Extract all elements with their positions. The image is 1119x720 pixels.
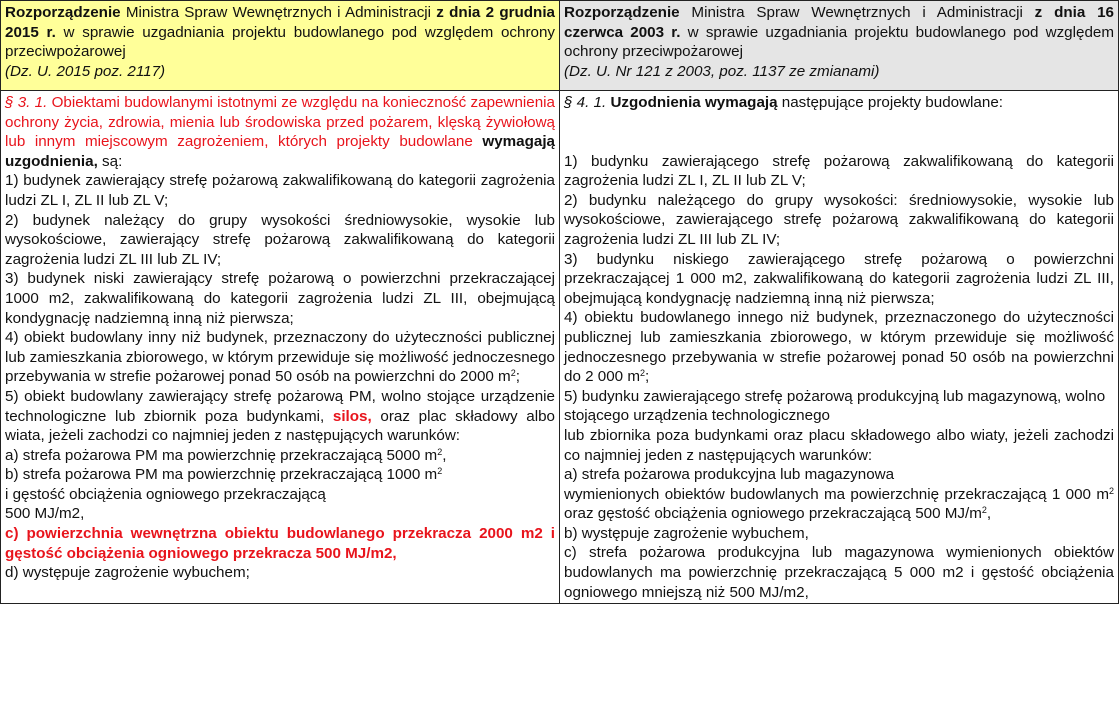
left-point-4-sup: 2 <box>510 368 516 379</box>
left-point-4-end: ; <box>515 368 520 386</box>
left-section-number: § 3. 1. <box>5 94 52 111</box>
right-cond-a-end: , <box>986 505 992 523</box>
left-cond-b <box>5 465 555 485</box>
left-cond-a-text: a) strefa pożarowa PM ma powierzchnię przekraczającą 5000 m <box>5 446 438 464</box>
right-header-subject: w sprawie uzgadniania projektu budowlanego pod względem ochrony przeciwpożarowej <box>564 23 1114 61</box>
right-header-date: z dnia 16 czerwca 2003 r. <box>564 4 1114 41</box>
left-cond-b-line2: i gęstość obciążenia ogniowego przekraczającą <box>5 485 326 503</box>
right-cond-b: b) występuje zagrożenie wybuchem, <box>564 524 809 542</box>
body-row <box>1 91 1119 604</box>
left-intro-red: Obiektami budowlanymi istotnymi ze względu na konieczność zapewnienia ochrony życia, zdrowia, mienia lub środowiska przed pożarem, klęską żywiołową lub innym miejscowym zagrożeniem, których projekty budowlane <box>5 94 555 151</box>
right-point-3: 3) budynku niskiego zawierającego strefę pożarową o powierzchni przekraczającej 1 000 m2, zakwalifikowaną do kategorii zagrożenia ludzi ZL III, obejmującą kondygnację nadziemną inną niż pierwsza; <box>564 250 1114 307</box>
left-intro-bold: wymagają uzgodnienia, <box>5 133 555 170</box>
right-point-5: 5) budynku zawierającego strefę pożarową produkcyjną lub magazynową, wolno stojącego urządzenia technologicznego <box>564 387 1106 425</box>
left-header-source: (Dz. U. 2015 poz. 2117) <box>5 62 166 80</box>
right-cond-a-sup: 2 <box>1108 485 1114 496</box>
left-intro <box>5 93 555 171</box>
left-cond-a <box>5 446 555 466</box>
right-header-source: (Dz. U. Nr 121 z 2003, poz. 1137 ze zmianami) <box>564 62 880 80</box>
left-cond-a-sup: 2 <box>437 446 443 457</box>
right-section-number: § 4. 1. <box>564 94 611 111</box>
right-spacer <box>564 113 1114 152</box>
left-cond-b-sup: 2 <box>437 466 443 477</box>
right-point-2: 2) budynku należącego do grupy wysokości: średniowysokie, wysokie lub wysokościowe, zawierającego strefę pożarową zakwalifikowaną do kategorii zagrożenia ludzi ZL III lub ZL IV; <box>564 191 1114 248</box>
left-point-4 <box>5 328 555 387</box>
left-header-subject: w sprawie uzgadniania projektu budowlanego pod względem ochrony przeciwpożarowej <box>5 23 555 61</box>
left-header-date: z dnia 2 grudnia 2015 r. <box>5 4 556 41</box>
right-cond-c: c) strefa pożarowa produkcyjna lub magazynowa wymienionych obiektów budowlanych ma powierzchnię przekraczającą 5 000 m2 i gęstość obciążenia ogniowego mniejszą niż 500 MJ/m2, <box>564 544 1114 601</box>
right-point-4 <box>564 308 1114 386</box>
left-point-5 <box>5 387 555 446</box>
right-point-4-text: 4) obiektu budowlanego innego niż budynek, przeznaczonego do użyteczności publicznej lub zamieszkania zbiorowego, w którym przewiduje się możliwość jednoczesnego przebywania w strefie pożarowej ponad 50 osób na powierzchni do 2 000 m <box>564 309 1114 386</box>
left-cond-b-line3: 500 MJ/m2, <box>5 505 85 523</box>
right-cond-a-sup2: 2 <box>981 505 987 516</box>
right-header-cell <box>560 1 1119 91</box>
right-cond-a-mid: oraz gęstość obciążenia ogniowego przekraczającą 500 MJ/m <box>564 505 982 523</box>
header-row <box>1 1 1119 91</box>
left-point-2: 2) budynek należący do grupy wysokości średniowysokie, wysokie lub wysokościowe, zawierający strefę pożarową zakwalifikowaną do kategorii zagrożenia ludzi ZL III lub ZL IV; <box>5 211 555 268</box>
left-intro-tail: są: <box>97 152 123 170</box>
left-point-1: 1) budynek zawierający strefę pożarową zakwalifikowaną do kategorii zagrożenia ludzi ZL I, ZL II lub ZL V; <box>5 172 555 209</box>
left-body-cell <box>1 91 560 604</box>
right-body-cell <box>560 91 1119 604</box>
left-cond-a-end: , <box>442 446 447 464</box>
left-cond-c: c) powierzchnia wewnętrzna obiektu budowlanego przekracza 2000 m2 i gęstość obciążenia ogniowego przekracza 500 MJ/m2, <box>5 525 555 562</box>
right-cond-a-text: wymienionych obiektów budowlanych ma powierzchnię przekraczającą 1 000 m <box>564 485 1109 503</box>
right-point-4-sup: 2 <box>640 368 646 379</box>
left-header-bold: Rozporządzenie <box>5 4 121 21</box>
right-intro <box>564 93 1114 113</box>
right-cond-a: a) strefa pożarowa produkcyjna lub magazynowa <box>564 466 895 484</box>
left-header-title: Ministra Spraw Wewnętrznych i Administracji <box>120 4 437 21</box>
right-point-5-line2: lub zbiornika poza budynkami oraz placu składowego albo wiaty, jeżeli zachodzi co najmniej jeden z następujących warunków: <box>564 426 1114 464</box>
left-point-5-a: 5) obiekt budowlany zawierający strefę pożarową PM, wolno stojące urządzenie technologiczne lub zbiornik poza budynkami, <box>5 387 555 425</box>
right-header-bold: Rozporządzenie <box>564 4 680 21</box>
right-intro-tail: następujące projekty budowlane: <box>777 94 1003 111</box>
right-cond-a-line2 <box>564 485 1114 524</box>
left-cond-b-text: b) strefa pożarowa PM ma powierzchnię przekraczającą 1000 m <box>5 466 438 484</box>
left-point-3: 3) budynek niski zawierający strefę pożarową o powierzchni przekraczającej 1000 m2, zakwalifikowaną do kategorii zagrożenia ludzi ZL III, obejmującą kondygnację nadziemną inną niż pierwsza; <box>5 270 555 327</box>
right-intro-bold: Uzgodnienia wymagają <box>610 94 778 111</box>
left-header-cell <box>1 1 560 91</box>
left-point-5-b: oraz plac składowy albo wiata, jeżeli zachodzi co najmniej jeden z następujących warunków: <box>5 407 556 445</box>
right-point-4-end: ; <box>645 368 650 386</box>
right-point-1: 1) budynku zawierającego strefę pożarową zakwalifikowaną do kategorii zagrożenia ludzi ZL I, ZL II lub ZL V; <box>564 152 1114 190</box>
left-cond-d: d) występuje zagrożenie wybuchem; <box>5 564 250 582</box>
left-point-5-silos: silos, <box>332 407 372 425</box>
left-point-4-text: 4) obiekt budowlany inny niż budynek, przeznaczony do użyteczności publicznej lub zamieszkania zbiorowego, w którym przewiduje się możliwość jednoczesnego przebywania w strefie pożarowej ponad 50 osób na powierzchni do 2000 m <box>5 329 555 386</box>
right-header-title: Ministra Spraw Wewnętrznych i Administracji <box>679 4 1035 21</box>
